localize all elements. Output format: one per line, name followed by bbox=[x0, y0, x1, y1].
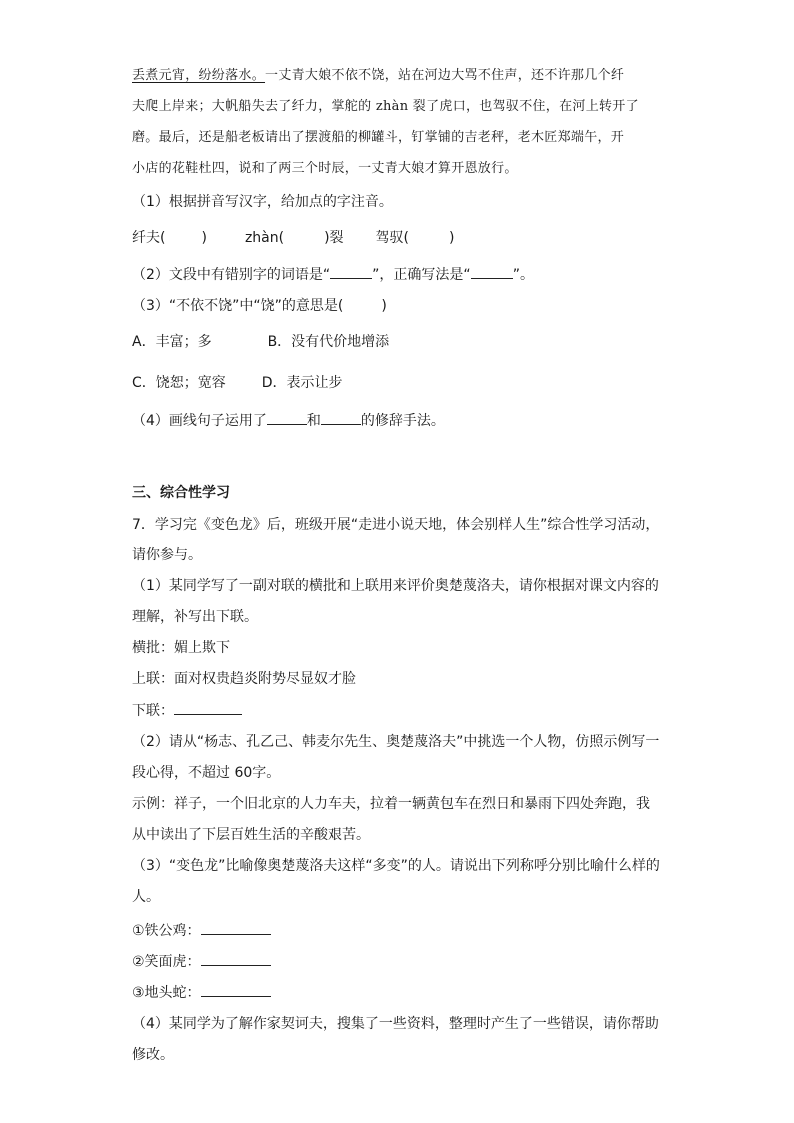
q7-sub1-l1: （1）某同学写了一副对联的横批和上联用来评价奥楚蔑洛夫，请你根据对课文内容的 bbox=[132, 578, 659, 594]
answer-blank[interactable] bbox=[267, 410, 307, 425]
q7-sub3-l1: （3）“变色龙”比喻像奥楚蔑洛夫这样“多变”的人。请说出下列称呼分别比喻什么样的 bbox=[132, 858, 660, 874]
option-d[interactable]: D．表示让步 bbox=[261, 375, 343, 391]
option-c[interactable]: C．饶恕；宽容 bbox=[132, 375, 226, 391]
answer-blank[interactable] bbox=[201, 982, 271, 997]
q6-sub4: （4）画线句子运用了 和 的修辞手法。 bbox=[132, 410, 445, 431]
answer-blank[interactable] bbox=[321, 410, 361, 425]
q7-intro-1: 7．学习完《变色龙》后，班级开展“走进小说天地，体会别样人生”综合性学习活动， bbox=[132, 517, 660, 533]
example-l1: 示例：祥子，一个旧北京的人力车夫，拉着一辆黄包车在烈日和暴雨下四处奔跑，我 bbox=[132, 796, 650, 812]
passage-line-3: 磨。最后，还是船老板请出了摆渡船的柳罐斗，钉掌铺的吉老秤，老木匠郑端午，开 bbox=[132, 130, 625, 145]
q6-sub3: （3）“不依不饶”中“饶”的意思是( ) bbox=[132, 298, 387, 314]
q7-sub4-l2: 修改。 bbox=[132, 1047, 174, 1063]
item-tiegongji: ①铁公鸡： bbox=[132, 920, 271, 941]
q6-sub1-items: 纤夫( ) zhàn( )裂 驾驭( ) bbox=[132, 230, 455, 246]
option-a[interactable]: A．丰富；多 bbox=[132, 334, 212, 350]
shanglian: 上联：面对权贵趋炎附势尽显奴才脸 bbox=[132, 671, 356, 687]
answer-blank[interactable] bbox=[330, 264, 372, 279]
option-b[interactable]: B．没有代价地增添 bbox=[267, 334, 390, 350]
q7-sub4-l1: （4）某同学为了解作家契诃夫，搜集了一些资料，整理时产生了一些错误，请你帮助 bbox=[132, 1016, 659, 1032]
q6-sub1: （1）根据拼音写汉字，给加点的字注音。 bbox=[132, 194, 393, 210]
item-xiaomianhu: ②笑面虎： bbox=[132, 951, 271, 972]
q7-sub2-l1: （2）请从“杨志、孔乙己、韩麦尔先生、奥楚蔑洛夫”中挑选一个人物，仿照示例写一 bbox=[132, 734, 660, 750]
q6-options-cd bbox=[132, 373, 343, 393]
xialian: 下联： bbox=[132, 700, 242, 721]
q6-sub2: （2）文段中有错别字的词语是“ ”，正确写法是“ ”。 bbox=[132, 264, 534, 285]
hengpi: 横批：媚上欺下 bbox=[132, 640, 230, 656]
q7-sub3-l2: 人。 bbox=[132, 889, 160, 905]
answer-blank[interactable] bbox=[201, 951, 271, 966]
underlined-sentence: 丢煮元宵，纷纷落水。 bbox=[132, 68, 266, 83]
q6-options-ab bbox=[132, 332, 389, 352]
q7-sub1-l2: 理解，补写出下联。 bbox=[132, 609, 258, 625]
example-l2: 从中读出了下层百姓生活的辛酸艰苦。 bbox=[132, 827, 370, 843]
passage-line-2: 夫爬上岸来；大帆船失去了纤力，掌舵的 zhàn 裂了虎口，也驾驭不住，在河上转开了 bbox=[132, 99, 639, 114]
section-title: 三、综合性学习 bbox=[132, 485, 230, 501]
answer-blank[interactable] bbox=[174, 700, 242, 715]
answer-blank[interactable] bbox=[471, 264, 513, 279]
passage-line-1: 丢煮元宵，纷纷落水。一丈青大娘不依不饶，站在河边大骂不住声，还不许那几个纤 bbox=[132, 68, 625, 83]
answer-blank[interactable] bbox=[201, 920, 271, 935]
item-ditoushe: ③地头蛇： bbox=[132, 982, 271, 1003]
passage-line-4: 小店的花鞋杜四，说和了两三个时辰，一丈青大娘才算开恩放行。 bbox=[132, 161, 518, 176]
q7-intro-2: 请你参与。 bbox=[132, 547, 202, 563]
q7-sub2-l2: 段心得，不超过 60字。 bbox=[132, 765, 281, 781]
